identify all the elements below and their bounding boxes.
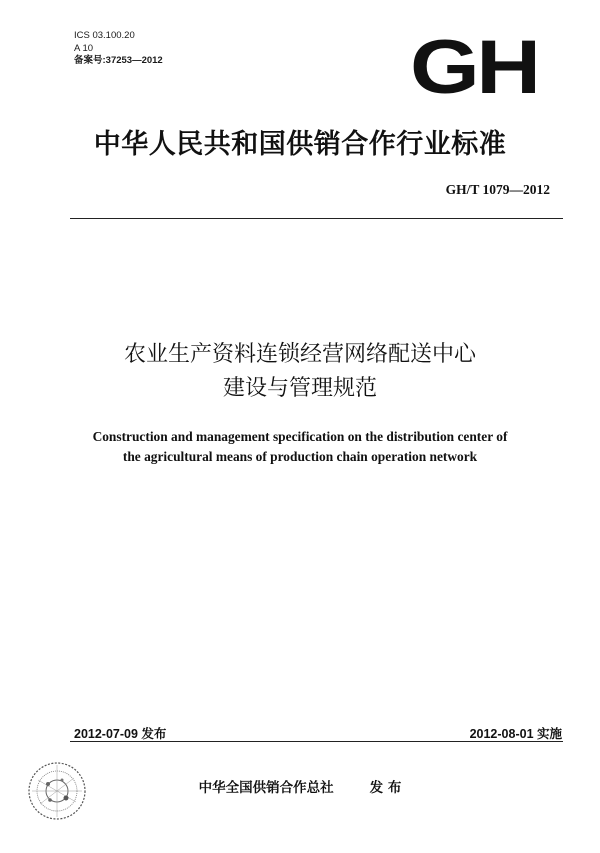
publisher-name: 中华全国供销合作总社 [198,780,334,796]
title-en-line-2: the agricultural means of production chain operation network [122,449,478,464]
bottom-divider [70,741,563,742]
implementation-date: 2012-08-01 实施 [469,727,562,741]
top-divider [70,218,563,219]
record-number: 备案号:37253—2012 [74,55,163,66]
document-title-chinese [0,338,600,406]
publisher-line [0,776,600,796]
title-cn-line-2: 建设与管理规范 [222,376,377,401]
classification-block [74,30,163,68]
standard-category-title: 中华人民共和国供销合作行业标准 [93,129,507,160]
title-cn-line-1: 农业生产资料连锁经营网络配送中心 [123,342,476,367]
standard-number: GH/T 1079—2012 [445,182,550,197]
ics-code: ICS 03.100.20 [74,30,135,41]
issue-date: 2012-07-09 发布 [74,727,167,741]
title-en-line-1: Construction and management specification on the distribution center of [92,429,508,444]
class-code: A 10 [74,42,94,54]
publisher-action: 发 布 [369,780,402,796]
document-title-english [0,427,600,467]
gh-logo: GH [410,25,538,110]
